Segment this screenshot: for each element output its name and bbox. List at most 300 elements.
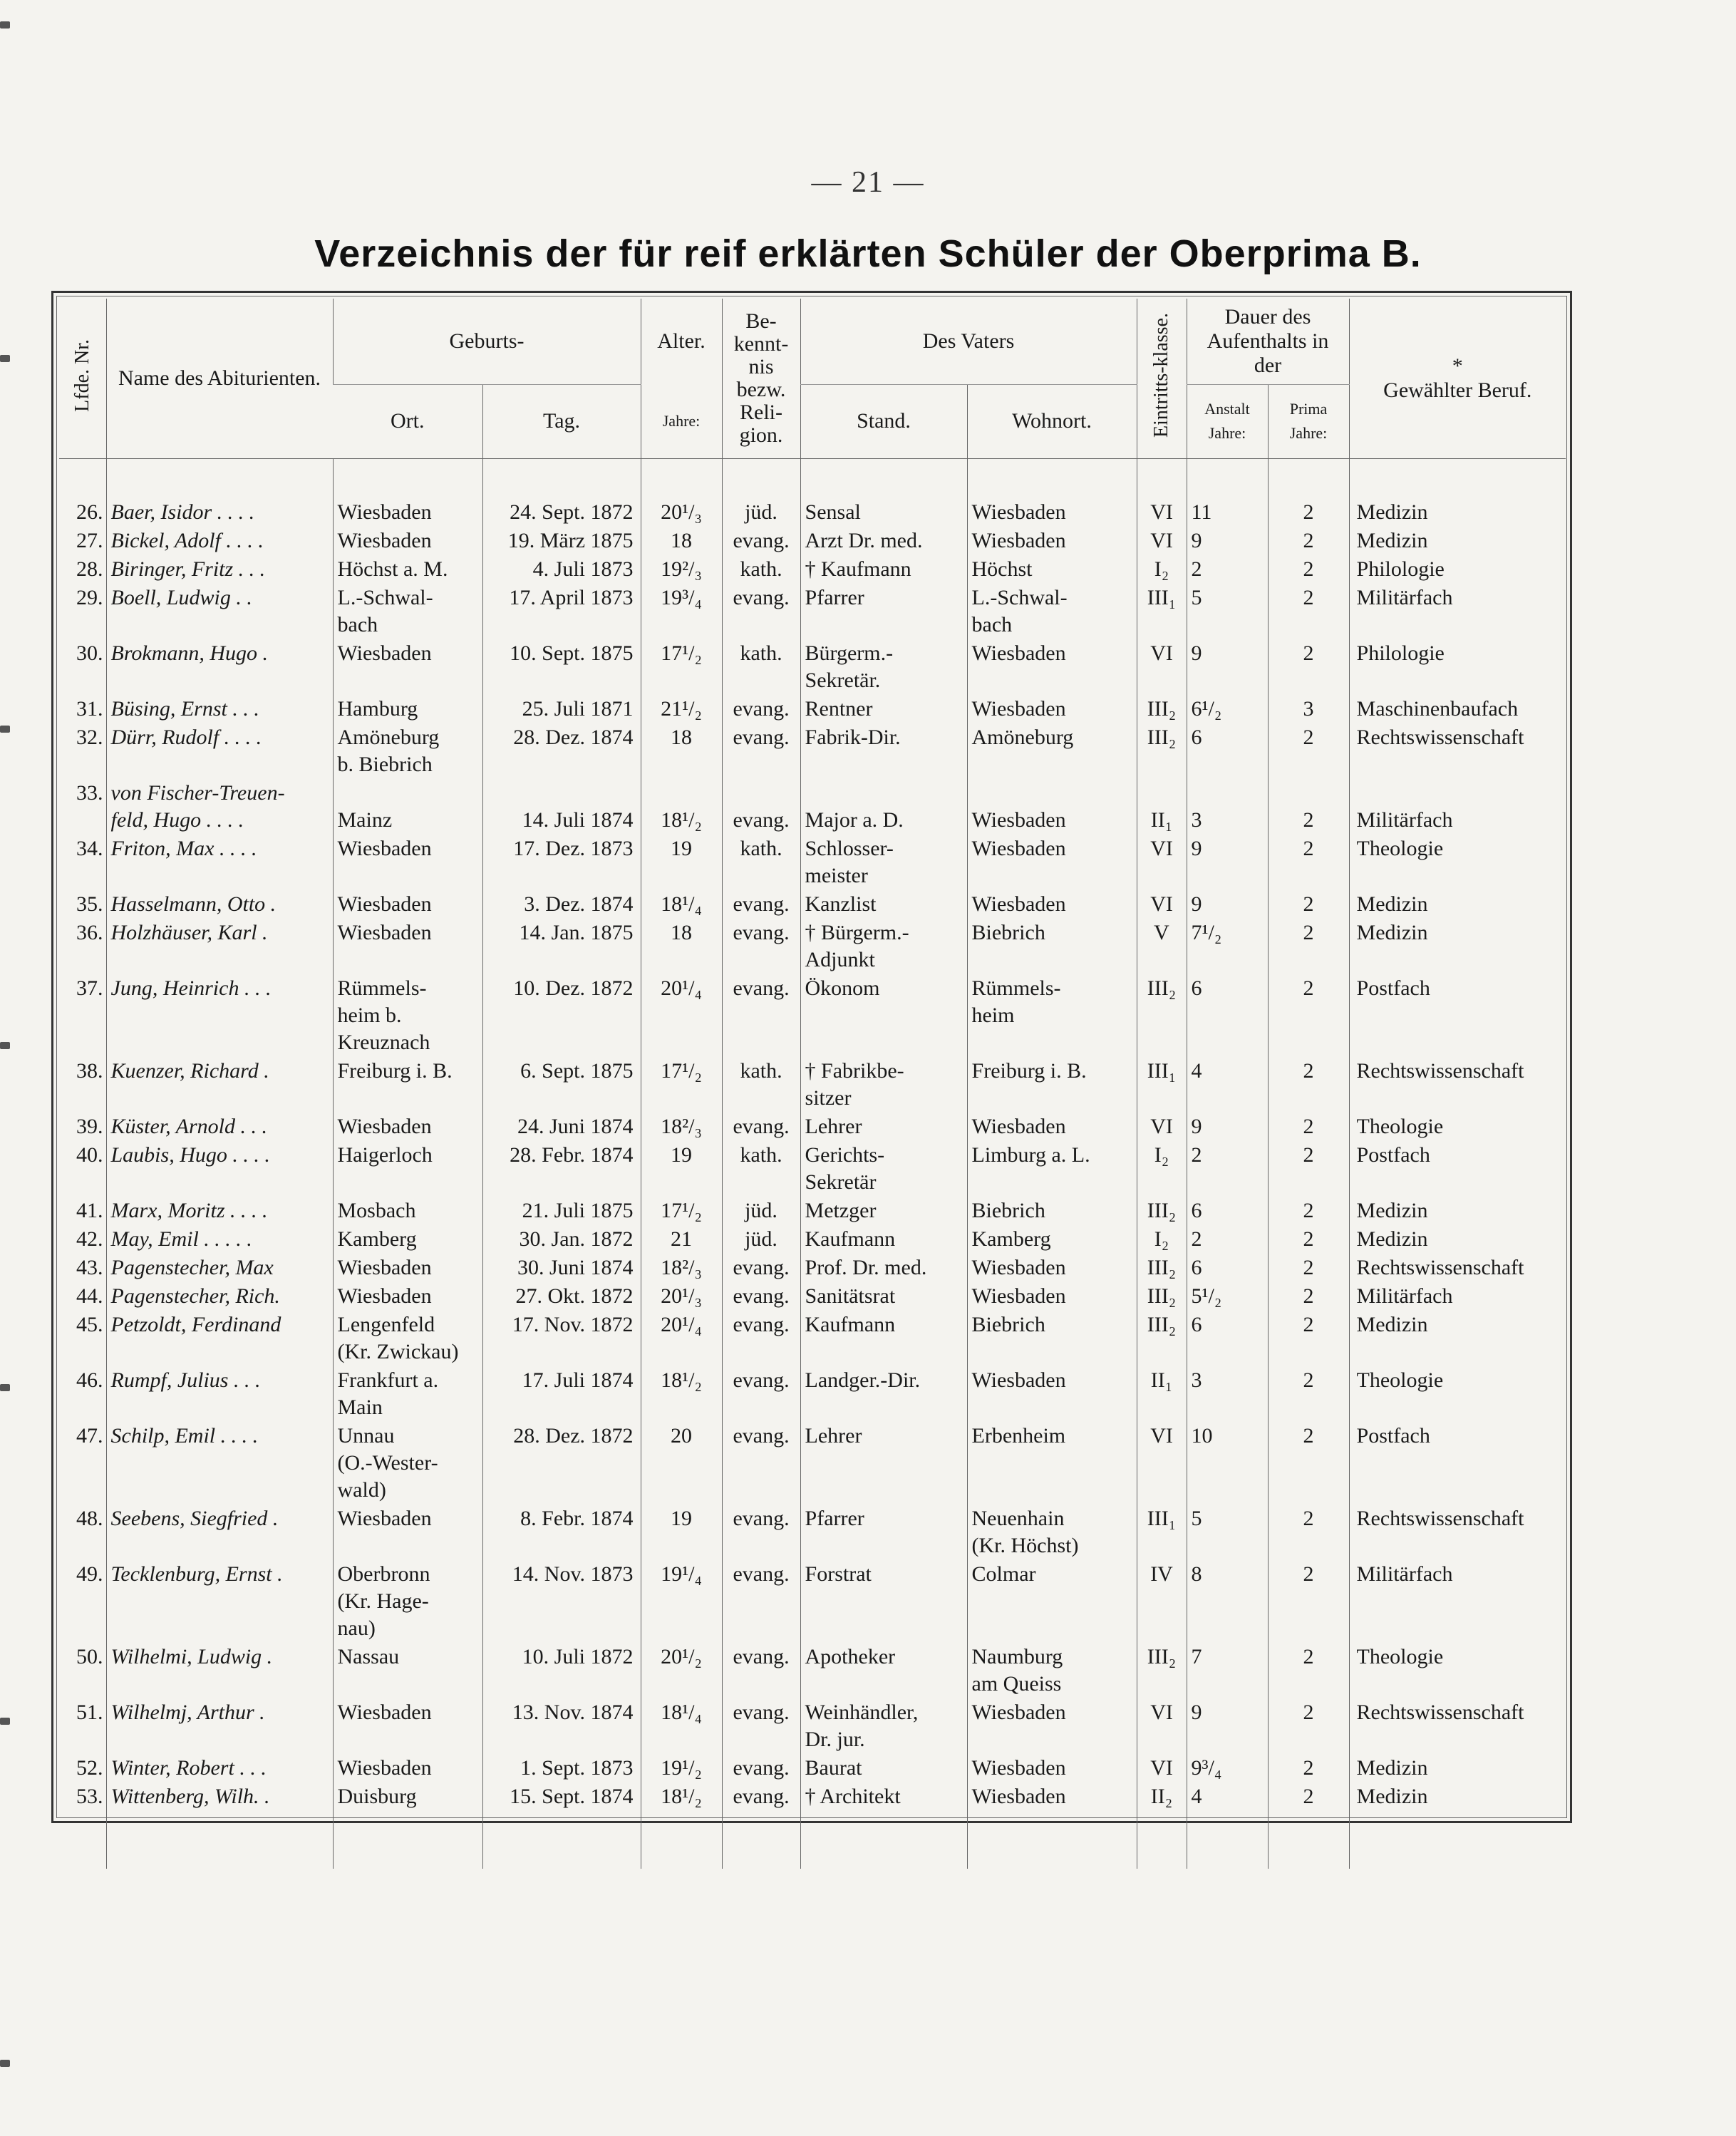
cell-alter: 18¹/₄ [641,889,722,918]
cell-name: Jung, Heinrich . . . [106,974,333,1056]
cell-kl: II₁ [1137,1366,1187,1421]
cell-nr: 42. [76,1227,103,1251]
cell-anstalt: 6¹/₂ [1187,694,1268,723]
cell-stand: Lehrer [800,1421,967,1504]
cell-nr: 44. [76,1284,103,1308]
cell-name: Wilhelmj, Arthur . [106,1698,333,1753]
cell-wohnort: Wiesbaden [967,1782,1137,1810]
cell-tag: 8. Febr. 1874 [482,1504,641,1559]
cell-name: Büsing, Ernst . . . [106,694,333,723]
cell-tag: 10. Juli 1872 [482,1642,641,1698]
cell-name: Rumpf, Julius . . . [106,1366,333,1421]
cell-rel: evang. [722,1642,800,1698]
header-prima [1268,384,1349,458]
table-row [59,974,1566,1056]
cell-alter: 19 [641,1140,722,1196]
cell-name: Boell, Ludwig . . [106,583,333,639]
cell-stand: Lehrer [800,1112,967,1140]
cell-nr: 29. [76,585,103,609]
cell-alter: 20¹/₃ [641,1281,722,1310]
header-des-vaters: Des Vaters [800,299,1137,384]
table-row [59,1281,1566,1310]
header-lfde-nr: Lfde. Nr. [59,299,106,458]
cell-alter: 18¹/₄ [641,1698,722,1753]
binding-mark [0,1384,10,1391]
cell-nr: 38. [76,1058,103,1083]
cell-wohnort: Wiesbaden [967,526,1137,554]
cell-alter: 17¹/₂ [641,639,722,694]
cell-prima: 2 [1268,974,1349,1056]
cell-prima: 2 [1268,1366,1349,1421]
cell-kl: III₂ [1137,1310,1187,1366]
table-body [59,458,1566,1869]
cell-rel: kath. [722,1056,800,1112]
cell-stand: † Bürgerm.- Adjunkt [800,918,967,974]
cell-beruf: Militärfach [1349,583,1566,639]
cell-nr: 33. [76,780,103,805]
cell-ort: L.-Schwal- bach [333,583,482,639]
cell-rel: jüd. [722,1196,800,1224]
cell-kl: IV [1137,1559,1187,1642]
table-row [59,1253,1566,1281]
cell-prima: 2 [1268,1421,1349,1504]
cell-beruf: Maschinenbaufach [1349,694,1566,723]
cell-prima: 3 [1268,694,1349,723]
table-row [59,889,1566,918]
cell-ort: Wiesbaden [333,1753,482,1782]
cell-alter: 19 [641,834,722,889]
cell-beruf: Rechtswissenschaft [1349,1253,1566,1281]
cell-stand: Gerichts- Sekretär [800,1140,967,1196]
cell-anstalt: 6 [1187,1196,1268,1224]
graduates-table [59,299,1566,1869]
cell-tag: 1. Sept. 1873 [482,1753,641,1782]
header-ort: Ort. [333,384,482,458]
cell-name: Pagenstecher, Rich. [106,1281,333,1310]
cell-tag: 19. März 1875 [482,526,641,554]
cell-stand: Metzger [800,1196,967,1224]
table-row [59,497,1566,526]
cell-alter: 18 [641,918,722,974]
table-frame [51,291,1572,1823]
cell-name: Küster, Arnold . . . [106,1112,333,1140]
cell-nr: 51. [76,1700,103,1724]
cell-beruf: Philologie [1349,639,1566,694]
cell-prima: 2 [1268,1753,1349,1782]
cell-beruf: Medizin [1349,918,1566,974]
cell-ort: Wiesbaden [333,497,482,526]
cell-name: Biringer, Fritz . . . [106,554,333,583]
cell-alter: 20¹/₄ [641,1310,722,1366]
cell-alter: 20¹/₃ [641,497,722,526]
cell-wohnort: Wiesbaden [967,694,1137,723]
cell-nr: 53. [76,1784,103,1808]
cell-nr: 48. [76,1506,103,1530]
cell-kl: III₂ [1137,1642,1187,1698]
cell-kl: VI [1137,889,1187,918]
table-row [59,1112,1566,1140]
cell-beruf: Rechtswissenschaft [1349,1698,1566,1753]
cell-ort: Hamburg [333,694,482,723]
page-number: — 21 — [811,166,925,199]
cell-beruf: Medizin [1349,497,1566,526]
cell-rel: evang. [722,723,800,778]
cell-kl: VI [1137,1112,1187,1140]
cell-kl: VI [1137,497,1187,526]
binding-mark [0,2060,10,2067]
header-stand: Stand. [800,384,967,458]
cell-ort: Wiesbaden [333,639,482,694]
table-row [59,1559,1566,1642]
cell-prima: 2 [1268,889,1349,918]
cell-prima: 2 [1268,1224,1349,1253]
cell-tag: 17. April 1873 [482,583,641,639]
cell-ort: Wiesbaden [333,1281,482,1310]
cell-alter: 18¹/₂ [641,1366,722,1421]
cell-beruf: Theologie [1349,1366,1566,1421]
cell-wohnort: Biebrich [967,918,1137,974]
binding-mark [0,21,10,29]
cell-rel: jüd. [722,1224,800,1253]
cell-tag: 25. Juli 1871 [482,694,641,723]
cell-rel: jüd. [722,497,800,526]
cell-alter: 18²/₃ [641,1253,722,1281]
header-wohnort: Wohnort. [967,384,1137,458]
cell-tag: 14. Nov. 1873 [482,1559,641,1642]
cell-prima: 2 [1268,1112,1349,1140]
cell-beruf: Theologie [1349,834,1566,889]
cell-kl: V [1137,918,1187,974]
cell-nr: 27. [76,528,103,552]
header-beruf: Gewählter Beruf. [1383,378,1532,402]
cell-beruf: Medizin [1349,526,1566,554]
cell-stand: † Architekt [800,1782,967,1810]
cell-rel: kath. [722,554,800,583]
cell-beruf: Postfach [1349,974,1566,1056]
cell-alter: 19 [641,1504,722,1559]
cell-tag: 17. Nov. 1872 [482,1310,641,1366]
cell-rel: kath. [722,1140,800,1196]
cell-wohnort: Biebrich [967,1196,1137,1224]
cell-wohnort: Wiesbaden [967,778,1137,834]
cell-ort: Wiesbaden [333,889,482,918]
cell-alter: 18 [641,526,722,554]
cell-alter: 17¹/₂ [641,1196,722,1224]
cell-kl: I₂ [1137,554,1187,583]
table-row [59,526,1566,554]
cell-wohnort: Wiesbaden [967,1253,1137,1281]
cell-kl: I₂ [1137,1140,1187,1196]
cell-alter: 19¹/₄ [641,1559,722,1642]
cell-ort: Wiesbaden [333,1504,482,1559]
cell-stand: Ökonom [800,974,967,1056]
cell-kl: II₂ [1137,1782,1187,1810]
cell-nr: 36. [76,920,103,944]
cell-rel: evang. [722,1753,800,1782]
cell-beruf: Postfach [1349,1140,1566,1196]
cell-beruf: Militärfach [1349,778,1566,834]
cell-stand: Forstrat [800,1559,967,1642]
cell-kl: VI [1137,834,1187,889]
cell-rel: evang. [722,1559,800,1642]
cell-prima: 2 [1268,554,1349,583]
cell-nr: 43. [76,1255,103,1279]
cell-wohnort: Höchst [967,554,1137,583]
cell-ort: Rümmels- heim b. Kreuznach [333,974,482,1056]
cell-stand: Weinhändler, Dr. jur. [800,1698,967,1753]
cell-prima: 2 [1268,497,1349,526]
cell-tag: 14. Jan. 1875 [482,918,641,974]
cell-name: Pagenstecher, Max [106,1253,333,1281]
cell-name: Holzhäuser, Karl . [106,918,333,974]
cell-rel: evang. [722,918,800,974]
cell-name: Bickel, Adolf . . . . [106,526,333,554]
table-row [59,1310,1566,1366]
cell-anstalt: 5 [1187,1504,1268,1559]
cell-ort: Wiesbaden [333,526,482,554]
cell-rel: evang. [722,778,800,834]
cell-anstalt: 9 [1187,1112,1268,1140]
cell-rel: evang. [722,889,800,918]
cell-ort: Wiesbaden [333,918,482,974]
cell-wohnort: Colmar [967,1559,1137,1642]
table-row [59,1224,1566,1253]
cell-nr: 32. [76,725,103,749]
cell-tag: 4. Juli 1873 [482,554,641,583]
cell-nr: 52. [76,1755,103,1780]
cell-prima: 2 [1268,1056,1349,1112]
cell-prima: 2 [1268,778,1349,834]
cell-wohnort: Wiesbaden [967,889,1137,918]
cell-kl: VI [1137,1421,1187,1504]
cell-tag: 13. Nov. 1874 [482,1698,641,1753]
cell-rel: evang. [722,1504,800,1559]
cell-name: Marx, Moritz . . . . [106,1196,333,1224]
cell-stand: † Fabrikbe- sitzer [800,1056,967,1112]
cell-anstalt: 9 [1187,526,1268,554]
cell-rel: evang. [722,526,800,554]
cell-anstalt: 2 [1187,554,1268,583]
cell-prima: 2 [1268,1504,1349,1559]
cell-ort: Frankfurt a. Main [333,1366,482,1421]
cell-ort: Amöneburg b. Biebrich [333,723,482,778]
cell-tag: 24. Sept. 1872 [482,497,641,526]
cell-beruf: Medizin [1349,1310,1566,1366]
binding-mark [0,1718,10,1725]
cell-anstalt: 9 [1187,834,1268,889]
cell-wohnort: Wiesbaden [967,1698,1137,1753]
table-header [59,299,1566,458]
cell-beruf: Postfach [1349,1421,1566,1504]
header-prima-label: Prima [1289,400,1328,418]
cell-name: Tecklenburg, Ernst . [106,1559,333,1642]
cell-alter: 21 [641,1224,722,1253]
cell-stand: Pfarrer [800,583,967,639]
cell-prima: 2 [1268,1310,1349,1366]
spacer-row [59,458,1566,497]
cell-prima: 2 [1268,583,1349,639]
cell-anstalt: 9 [1187,639,1268,694]
cell-stand: Pfarrer [800,1504,967,1559]
cell-wohnort: Limburg a. L. [967,1140,1137,1196]
cell-kl: VI [1137,1698,1187,1753]
cell-rel: evang. [722,974,800,1056]
cell-rel: kath. [722,639,800,694]
cell-alter: 18²/₃ [641,1112,722,1140]
cell-ort: Mosbach [333,1196,482,1224]
cell-stand: Major a. D. [800,778,967,834]
cell-wohnort: Biebrich [967,1310,1137,1366]
cell-kl: III₂ [1137,1253,1187,1281]
table-row [59,834,1566,889]
cell-tag: 17. Dez. 1873 [482,834,641,889]
cell-anstalt: 3 [1187,778,1268,834]
cell-name: Hasselmann, Otto . [106,889,333,918]
cell-anstalt: 4 [1187,1056,1268,1112]
header-geburts: Geburts- [333,299,641,384]
cell-prima: 2 [1268,723,1349,778]
header-anstalt-jahre: Jahre: [1208,424,1246,442]
cell-prima: 2 [1268,1782,1349,1810]
cell-ort: Kamberg [333,1224,482,1253]
cell-anstalt: 11 [1187,497,1268,526]
table-row [59,583,1566,639]
cell-beruf: Medizin [1349,889,1566,918]
cell-rel: evang. [722,583,800,639]
cell-kl: III₂ [1137,723,1187,778]
header-tag: Tag. [482,384,641,458]
cell-alter: 21¹/₂ [641,694,722,723]
cell-kl: VI [1137,526,1187,554]
cell-beruf: Rechtswissenschaft [1349,1056,1566,1112]
cell-alter: 20 [641,1421,722,1504]
cell-wohnort: Kamberg [967,1224,1137,1253]
header-star: * [1452,354,1463,378]
cell-name: Laubis, Hugo . . . . [106,1140,333,1196]
cell-anstalt: 7¹/₂ [1187,918,1268,974]
cell-wohnort: Wiesbaden [967,1366,1137,1421]
cell-tag: 3. Dez. 1874 [482,889,641,918]
cell-wohnort: Neuenhain (Kr. Höchst) [967,1504,1137,1559]
cell-stand: † Kaufmann [800,554,967,583]
cell-wohnort: L.-Schwal- bach [967,583,1137,639]
table-row [59,1698,1566,1753]
binding-mark [0,726,10,733]
cell-alter: 20¹/₄ [641,974,722,1056]
table-row [59,554,1566,583]
cell-anstalt: 9 [1187,889,1268,918]
cell-nr: 40. [76,1142,103,1167]
cell-ort: Duisburg [333,1782,482,1810]
cell-prima: 2 [1268,834,1349,889]
cell-rel: evang. [722,1310,800,1366]
cell-wohnort: Wiesbaden [967,834,1137,889]
cell-name: Kuenzer, Richard . [106,1056,333,1112]
table-row [59,1140,1566,1196]
cell-alter: 20¹/₂ [641,1642,722,1698]
cell-stand: Bürgerm.- Sekretär. [800,639,967,694]
cell-beruf: Theologie [1349,1642,1566,1698]
cell-alter: 19³/₄ [641,583,722,639]
cell-stand: Arzt Dr. med. [800,526,967,554]
cell-kl: VI [1137,1753,1187,1782]
spacer-row [59,1810,1566,1869]
cell-anstalt: 6 [1187,974,1268,1056]
cell-rel: evang. [722,1281,800,1310]
cell-wohnort: Naumburg am Queiss [967,1642,1137,1698]
cell-alter: 18¹/₂ [641,1782,722,1810]
cell-name: Baer, Isidor . . . . [106,497,333,526]
cell-anstalt: 7 [1187,1642,1268,1698]
cell-anstalt: 5¹/₂ [1187,1281,1268,1310]
cell-tag: 21. Juli 1875 [482,1196,641,1224]
cell-anstalt: 3 [1187,1366,1268,1421]
cell-tag: 28. Febr. 1874 [482,1140,641,1196]
cell-tag: 6. Sept. 1875 [482,1056,641,1112]
cell-beruf: Theologie [1349,1112,1566,1140]
cell-name: Petzoldt, Ferdinand [106,1310,333,1366]
table-row [59,1782,1566,1810]
cell-ort: Nassau [333,1642,482,1698]
cell-stand: Sanitätsrat [800,1281,967,1310]
cell-nr: 39. [76,1114,103,1138]
table-row [59,694,1566,723]
table-row [59,1196,1566,1224]
table-row [59,778,1566,834]
cell-alter: 19²/₃ [641,554,722,583]
cell-tag: 27. Okt. 1872 [482,1281,641,1310]
header-alter-jahre: Jahre: [641,384,722,458]
cell-beruf: Medizin [1349,1753,1566,1782]
cell-nr: 47. [76,1423,103,1448]
cell-tag: 30. Juni 1874 [482,1253,641,1281]
cell-nr: 26. [76,500,103,524]
cell-kl: III₁ [1137,1504,1187,1559]
table-row [59,1642,1566,1698]
cell-rel: evang. [722,1782,800,1810]
cell-anstalt: 10 [1187,1421,1268,1504]
cell-kl: III₂ [1137,1281,1187,1310]
cell-prima: 2 [1268,1642,1349,1698]
cell-stand: Apotheker [800,1642,967,1698]
cell-name: Brokmann, Hugo . [106,639,333,694]
cell-prima: 2 [1268,1253,1349,1281]
cell-name: Winter, Robert . . . [106,1753,333,1782]
cell-kl: II₁ [1137,778,1187,834]
cell-rel: evang. [722,1698,800,1753]
cell-nr: 41. [76,1198,103,1222]
cell-prima: 2 [1268,1559,1349,1642]
cell-anstalt: 5 [1187,583,1268,639]
cell-wohnort: Freiburg i. B. [967,1056,1137,1112]
cell-kl: III₂ [1137,974,1187,1056]
cell-stand: Schlosser- meister [800,834,967,889]
cell-wohnort: Wiesbaden [967,1281,1137,1310]
cell-anstalt: 2 [1187,1224,1268,1253]
cell-kl: III₂ [1137,694,1187,723]
page-title: Verzeichnis der für reif erklärten Schüler der Oberprima B. [314,232,1422,275]
cell-beruf: Militärfach [1349,1281,1566,1310]
cell-stand: Baurat [800,1753,967,1782]
cell-kl: III₂ [1137,1196,1187,1224]
cell-anstalt: 6 [1187,723,1268,778]
cell-kl: III₁ [1137,583,1187,639]
cell-tag: 24. Juni 1874 [482,1112,641,1140]
header-eintrittsklasse: Eintritts-klasse. [1137,299,1187,458]
cell-stand: Fabrik-Dir. [800,723,967,778]
cell-kl: VI [1137,639,1187,694]
cell-stand: Kaufmann [800,1224,967,1253]
